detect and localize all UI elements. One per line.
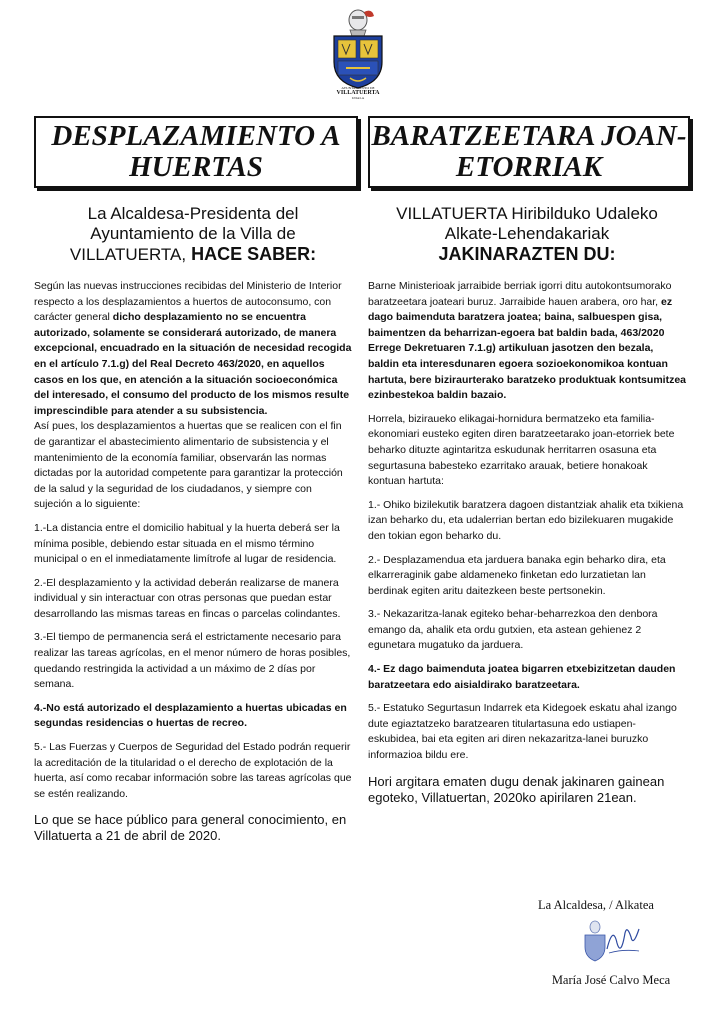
spanish-rule-4-bold: 4.-No está autorizado el desplazamiento a huertas ubicadas en segundas residencias o huertas de recreo.	[34, 701, 347, 730]
header-basque-line-2: ETORRIAK	[455, 151, 603, 183]
basque-rule-2: 2.- Desplazamendua eta jarduera banaka egin beharko dira, eta elkarreraginik gabe aldameneko finketan edo lurzatietan lan berdinak egiten aritu daitezkeen beste pertsonekin.	[368, 553, 666, 597]
basque-paragraph-1	[368, 279, 686, 404]
signature-stamp-icon	[581, 919, 641, 969]
spanish-rule-3: 3.-El tiempo de permanencia será el estrictamente necesario para realizar las tareas agrícolas, en el menor número de horas posibles, quedando restringida la actividad a un máximo de 2 días por semana.	[34, 631, 351, 691]
spanish-rule-1: 1.-La distancia entre el domicilio habitual y la huerta deberá ser la mínima posible, debiendo estar situada en el mismo término municipal o en el inmediatamente limítrofe al lugar de residencia.	[34, 521, 340, 566]
basque-p1-plain: Barne Ministerioak jarraibide berriak igorri ditu autokontsumorako baratzeetara joateari buruz. Jarraibide hauen arabera, oro har,	[368, 280, 672, 308]
basque-subhead-jakinarazten: JAKINARAZTEN DU:	[438, 244, 616, 264]
crest-caption-small: AYUNTAMIENTO DE	[341, 86, 375, 90]
basque-rule-5: 5.- Estatuko Segurtasun Indarrek eta Kidegoek eskatu ahal izango dute egiaztatzeko baratzearen titulartasuna edo ustiapen-eskubidea, bai eta egiten ari diren nekazaritza-lanei buruzko informazioa bildu ere.	[368, 702, 677, 762]
basque-subhead-line-1: VILLATUERTA Hiribilduko Udaleko	[396, 204, 658, 223]
spanish-closing: Lo que se hace público para general conocimiento, en Villatuerta a 21 de abril de 2020.	[34, 812, 347, 844]
basque-paragraph-2: Horrela, biziraueko elikagai-hornidura bermatzeko eta familia-ekonomiari eusteko egiten diren baratzeetarako joan-etorriek bete beharko dituzte agintaritza eskudunak herritarren osasuna eta segurtasuna babesteko ezarritako arauak, betiere honakoak kontuan hartuta:	[368, 412, 675, 488]
header-box-spanish	[34, 116, 358, 188]
basque-subhead-line-2: Alkate-Lehendakariak	[444, 224, 610, 243]
crest-caption-suffix: UDALA	[351, 96, 365, 100]
spanish-paragraph-2: Así pues, los desplazamientos a huertas que se realicen con el fin de garantizar el abastecimiento alimentario de subsistencia y el mantenimiento de la economía familiar, observarán las normas dictadas por la autoridad competente para garantizar la protección de la salud y la seguridad de los ciudadanos, y siempre con sujeción a lo siguiente:	[34, 420, 343, 511]
basque-column	[368, 204, 686, 806]
basque-subheading	[368, 204, 686, 265]
basque-rule-3: 3.- Nekazaritza-lanak egiteko behar-beharrezkoa den denbora emango da, ahalik eta ordu gutxien, eta astean gehienez 2 egunetara mugatuko da jarduera.	[368, 608, 658, 652]
crest-caption	[318, 86, 398, 101]
spanish-p1-plain: Según las nuevas instrucciones recibidas del Ministerio de Interior respecto a los desplazamientos a huertos de autoconsumo, con carácter general	[34, 280, 342, 324]
spanish-subhead-line-1: La Alcaldesa-Presidenta del	[87, 204, 299, 223]
spanish-rule-5: 5.- Las Fuerzas y Cuerpos de Seguridad del Estado podrán requerir la acreditación de la titularidad o el derecho de explotación de la huerta, así como recabar información sobre las tareas agrícolas que se estén realizando.	[34, 741, 352, 800]
spanish-subhead-villatuerta: VILLATUERTA,	[69, 245, 187, 264]
spanish-subheading	[34, 204, 352, 265]
basque-rule-4	[368, 662, 686, 693]
spanish-rule-4	[34, 701, 352, 732]
signature-block	[536, 898, 686, 988]
basque-rule-4-bold: 4.- Ez dago baimenduta joatea bigarren etxebizitzetan dauden baratzeetara edo aisialdirako baratzeetara.	[368, 663, 676, 691]
spanish-p1-bold: dicho desplazamiento no se encuentra autorizado, solamente se considerará autorizado, de manera excepcional, encuadrado en la situación de necesidad recogida en el artículo 7.1.g) del Real Decreto 463/2020, en aquellos casos en los que, en atención a la situación socioeconómica del interesado, el consumo del producto de los mismos resulte imprescindible para atender a su subsistencia.	[34, 311, 352, 417]
spanish-column	[34, 204, 352, 844]
header-box-basque	[368, 116, 690, 188]
basque-p1-bold: ez dago baimenduta baratzera joatea; baina, salbuespen gisa, baimentzen da beharrizan-egoera bat baldin bada, 463/2020 Errege Dekretuaren 7.1.g) artikuluan jasotzen den bezala, baldin eta interesdunaren egoera sozioekonomikoa kontuan hartuta, bere biziraurterako baratzeko produktuak kontsumitzea ezinbestekoa baldin bazaio.	[368, 295, 686, 402]
spanish-rule-2: 2.-El desplazamiento y la actividad deberán realizarse de manera individual y sin interactuar con otras personas que puedan estar desarrollando las mismas tareas en fincas o parcelas colindantes.	[34, 576, 341, 620]
header-basque-line-1: BARATZEETARA JOAN-	[371, 120, 687, 152]
crest-caption-big: VILLATUERTA	[336, 90, 380, 96]
basque-rule-1: 1.- Ohiko bizilekutik baratzera dagoen distantziak ahalik eta txikiena izan beharko du, eta udalerrian bertan edo bizilekuaren mugakide den tokian egon beharko du.	[368, 498, 684, 542]
spanish-subhead-line-2: Ayuntamiento de la Villa de	[90, 224, 296, 243]
signature-name: María José Calvo Meca	[551, 973, 671, 987]
header-spanish-line-1: DESPLAZAMIENTO A	[51, 120, 341, 152]
spanish-subhead-hace-saber: HACE SABER:	[186, 244, 317, 264]
signature-title: La Alcaldesa, / Alkatea	[538, 898, 654, 912]
header-spanish-line-2: HUERTAS	[129, 151, 263, 183]
basque-closing: Hori argitara ematen dugu denak jakinaren gainean egoteko, Villatuertan, 2020ko apirilaren 21ean.	[368, 773, 665, 805]
spanish-paragraph-1	[34, 279, 352, 419]
